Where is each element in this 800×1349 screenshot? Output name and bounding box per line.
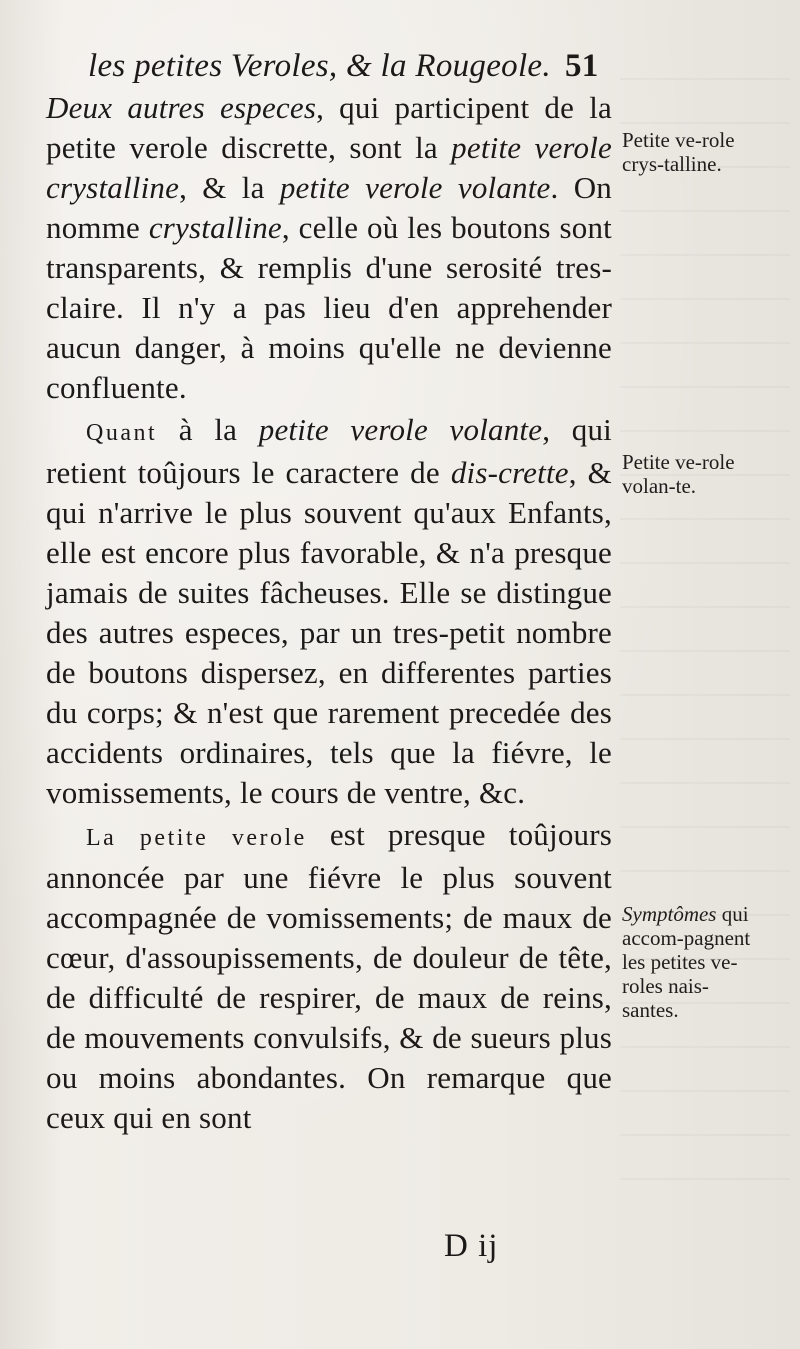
page-number: 51	[564, 48, 599, 84]
small-caps-run: La petite verole	[86, 825, 307, 851]
small-caps-run: Quant	[86, 420, 158, 446]
text-run: dis-crette	[450, 455, 569, 490]
margin-note-symptomes	[622, 902, 762, 1022]
text-run: petite verole volante	[258, 412, 543, 447]
text-run: , & qui n'arrive le plus souvent qu'aux Enfants, elle est encore plus favorable, & n'a presque jamais de suites fâcheuses. Elle se distingue des autres especes, par un tres-petit nombre de boutons dispersez, en differentes parties du corps; & n'est que rarement precedée des accidents ordinaires, tels que la fiévre, le vomissements, le cours de ventre, &c.	[46, 455, 612, 810]
text-run: petite verole volante	[279, 170, 551, 205]
text-run: , & la	[179, 170, 280, 205]
signature-mark: D ij	[444, 1228, 499, 1264]
margin-note-text: Petite ve-role volan-te.	[622, 450, 735, 498]
margin-note-text: qui accom-pagnent les petites ve-roles nais-santes.	[622, 902, 751, 1022]
running-head	[88, 40, 608, 92]
margin-note-text: Petite ve-role crys-talline.	[622, 128, 735, 176]
paragraph-3	[46, 815, 612, 1138]
text-run: , qui participent de la petite verole discrette, sont la	[46, 90, 612, 165]
text-run: , celle où les boutons sont transparents, & remplis d'une serosité tres-claire. Il n'y a pas lieu d'en apprehender aucun danger, à moins qu'elle ne devienne confluente.	[46, 210, 612, 405]
paragraph-1	[46, 88, 612, 408]
margin-note-title: Symptômes	[622, 902, 717, 926]
paragraph-2	[46, 410, 612, 813]
main-text	[46, 88, 612, 1138]
text-run: crystalline	[148, 210, 282, 245]
text-run: est presque toûjours annoncée par une fiévre le plus souvent accompagnée de vomissements; de maux de cœur, d'assoupissements, de douleur de tête, de difficulté de respirer, de maux de reins, de mouvements convulsifs, & de sueurs plus ou moins abondantes. On remarque que ceux qui en sont	[46, 817, 613, 1135]
text-run: . On nomme	[46, 170, 613, 245]
text-run: , qui retient toûjours le caractere de	[46, 412, 612, 490]
text-run: à la	[157, 412, 259, 447]
running-head-title: les petites Veroles, & la Rougeole.	[88, 48, 551, 84]
margin-note-volante	[622, 450, 762, 498]
text-run: petite verole crystalline	[46, 130, 613, 205]
margin-note-crystalline	[622, 128, 762, 176]
text-run: Deux autres especes	[46, 90, 317, 125]
